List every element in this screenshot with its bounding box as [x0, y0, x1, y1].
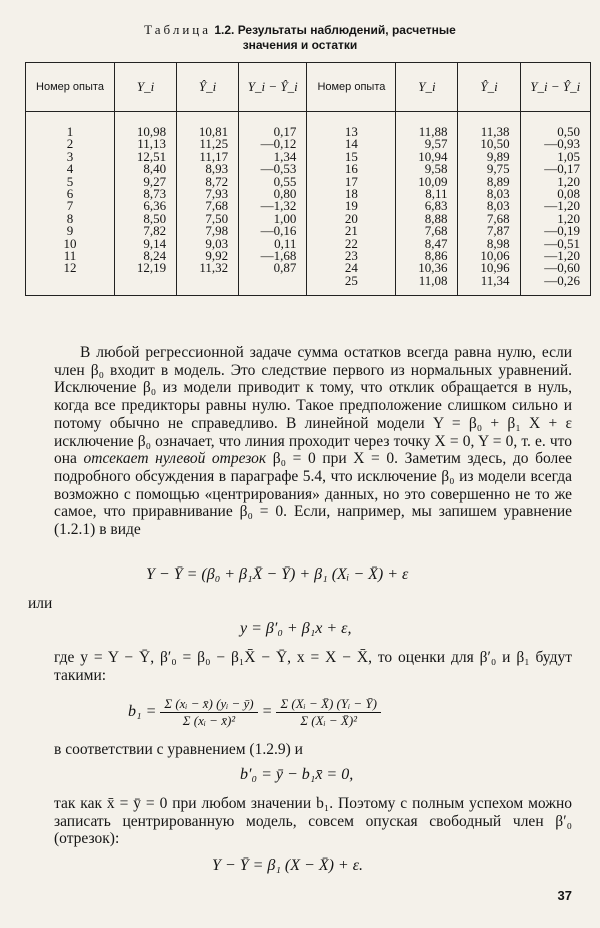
table-cell: 8: [66, 210, 74, 226]
table-cell: 8,40: [143, 161, 167, 177]
header-left-yhat: Ŷ_i: [177, 63, 239, 112]
table-cell: 0,08: [557, 185, 580, 201]
table-cell: 0,11: [274, 235, 297, 251]
table-cell: 7,68: [486, 210, 510, 226]
table-cell: 3: [66, 148, 74, 164]
p1-end: β₀ = 0 при X = 0. Заметим здесь, до более подробного обсуждения в параграфе 5.4, что исключение β₀ из модели всегда возможно с помощью «центрирования» данных, но это совершенно не то же самое, что приравнивание β₀ = 0. Если, например, мы запишем уравнение (1.2.1) в виде: [54, 450, 573, 539]
table-cell: 8,93: [205, 161, 229, 177]
table-cell: 6,36: [143, 198, 167, 214]
table-cell: —0,51: [544, 235, 580, 251]
table-cell: 11,38: [480, 124, 510, 139]
col-left-y: [114, 112, 176, 296]
table-cell: 7,98: [205, 223, 229, 239]
table-cell: 24: [344, 260, 358, 276]
table-cell: 19: [344, 198, 358, 214]
eq3-equals: =: [261, 703, 273, 721]
header-right-y: Y_i: [396, 63, 458, 112]
table-cell: 17: [344, 173, 358, 189]
table-cell: —1,32: [260, 198, 297, 214]
paragraph-1: [54, 344, 572, 539]
table-cell: 7: [66, 198, 74, 214]
p2-text: где y = Y − Ȳ, β′₀ = β₀ − β₁X̄ − Ȳ, x = X − X̄, то оценки для β′₀ и β₁ будут такими:: [54, 649, 572, 684]
equation-3: [128, 696, 381, 729]
table-cell: 11,88: [418, 124, 448, 139]
table-cell: 8,24: [143, 247, 167, 263]
table-cell: 10,94: [418, 148, 448, 164]
table-cell: 0,87: [273, 260, 297, 276]
table-cell: 21: [344, 223, 358, 239]
table-cell: 11: [63, 247, 77, 263]
table-cell: 9,58: [424, 161, 448, 177]
table-cell: 18: [344, 185, 358, 201]
table-cell: 13: [344, 124, 358, 139]
table-cell: 1,00: [273, 210, 297, 226]
paragraph-3: в соответствии с уравнением (1.2.9) и: [54, 741, 303, 758]
fraction-2-denominator: Σ (Xᵢ − X̄)²: [300, 713, 358, 728]
equation-1: Y − Ȳ = (β₀ + β₁X̄ − Ȳ) + β₁ (Xᵢ − X̄) + ε: [146, 566, 409, 583]
table-cell: —0,26: [544, 272, 580, 288]
table-cell: —0,16: [260, 223, 297, 239]
table-cell: 11,13: [137, 136, 167, 152]
table-cell: 15: [344, 148, 358, 164]
col-left-n: [26, 112, 115, 296]
table-cell: 10,98: [136, 124, 167, 139]
table-cell: 10,09: [418, 173, 448, 189]
table-cell: —0,12: [260, 136, 297, 152]
table-cell: —1,20: [544, 247, 580, 263]
table-cell: 1,05: [557, 148, 580, 164]
table-cell: —0,19: [544, 223, 580, 239]
table-cell: 11,17: [199, 148, 229, 164]
header-left-resid: Y_i − Ŷ_i: [239, 63, 307, 112]
table-cell: 8,11: [425, 185, 448, 201]
table-cell: 1,34: [273, 148, 297, 164]
equation-2: y = β′₀ + β₁x + ε,: [240, 620, 352, 637]
table-cell: 0,17: [273, 124, 297, 139]
table-cell: 8,03: [486, 185, 510, 201]
header-right-yhat: Ŷ_i: [458, 63, 520, 112]
table-cell: 12: [63, 260, 77, 276]
table-cell: 8,98: [486, 235, 510, 251]
table-cell: —0,93: [544, 136, 580, 152]
table-cell: 10,06: [480, 247, 510, 263]
table-cell: 0,50: [557, 124, 580, 139]
caption-label: Таблица: [144, 22, 212, 37]
table-cell: 14: [344, 136, 358, 152]
results-table: [25, 62, 591, 296]
fraction-2-numerator: Σ (Xᵢ − X̄) (Yᵢ − Ȳ): [276, 696, 381, 713]
table-cell: 8,50: [143, 210, 167, 226]
fraction-1: [160, 696, 257, 729]
table-cell: 10,36: [418, 260, 448, 276]
caption-line-1: [0, 22, 600, 38]
fraction-2: [276, 696, 381, 729]
table-cell: 8,73: [143, 185, 167, 201]
table-cell: —0,60: [544, 260, 580, 276]
table-caption: [0, 22, 600, 53]
table-cell: 9,14: [143, 235, 167, 251]
caption-title-1: Результаты наблюдений, расчетные: [237, 23, 456, 37]
table-cell: 7,68: [424, 223, 448, 239]
table-cell: 9,92: [205, 247, 229, 263]
header-left-y: Y_i: [114, 63, 176, 112]
fraction-1-denominator: Σ (xᵢ − x̄)²: [182, 713, 236, 728]
table-cell: 8,72: [205, 173, 229, 189]
table-cell: 6: [66, 185, 74, 201]
table-cell: 8,86: [424, 247, 448, 263]
table-cell: —0,53: [260, 161, 297, 177]
table-cell: 4: [66, 161, 74, 177]
table-cell: 10,81: [198, 124, 229, 139]
table-cell: 9: [66, 223, 74, 239]
equation-4: b′₀ = ȳ − b₁x̄ = 0,: [240, 766, 354, 783]
table-cell: 7,93: [205, 185, 229, 201]
table-cell: 22: [344, 235, 358, 251]
table-cell: 11,25: [199, 136, 229, 152]
table-cell: 20: [344, 210, 358, 226]
p4-text: так как x̄ = ȳ = 0 при любом значении b₁. Поэтому с полным успехом можно записать центрированную модель, совсем опуская свободный член β′₀ (отрезок):: [54, 795, 572, 848]
table-cell: 2: [66, 136, 74, 152]
col-right-resid: [520, 112, 590, 296]
table-cell: 7,82: [143, 223, 167, 239]
table-cell: 1,20: [557, 210, 580, 226]
equation-5: Y − Ȳ = β₁ (X − X̄) + ε.: [212, 857, 364, 874]
table-cell: 8,47: [424, 235, 448, 251]
table-cell: 1,20: [557, 173, 580, 189]
table-cell: 8,03: [486, 198, 510, 214]
table-cell: 8,88: [424, 210, 448, 226]
col-right-yhat: [458, 112, 520, 296]
table-cell: 0,80: [273, 185, 297, 201]
table-cell: 10: [63, 235, 77, 251]
table-body-row: [26, 112, 591, 296]
table-cell: 7,50: [205, 210, 229, 226]
table-cell: 11,34: [480, 272, 510, 288]
eq3-lhs: b₁ =: [128, 703, 157, 721]
table-cell: —1,68: [260, 247, 297, 263]
table-cell: 9,75: [486, 161, 510, 177]
or-word: или: [28, 595, 53, 612]
table-cell: 1: [66, 124, 74, 139]
table-cell: 11,32: [199, 260, 229, 276]
table-cell: 9,57: [424, 136, 448, 152]
table-cell: 7,87: [486, 223, 510, 239]
table-cell: 9,27: [143, 173, 167, 189]
table-cell: 7,68: [205, 198, 229, 214]
table-cell: 6,83: [424, 198, 448, 214]
table-cell: 0,55: [273, 173, 297, 189]
table-cell: 9,03: [205, 235, 229, 251]
table-cell: 9,89: [486, 148, 510, 164]
table-cell: 12,19: [136, 260, 167, 276]
table-cell: 5: [66, 173, 74, 189]
table-cell: 25: [344, 272, 358, 288]
col-left-yhat: [177, 112, 239, 296]
col-right-n: [307, 112, 396, 296]
table-cell: 8,89: [486, 173, 510, 189]
page-number: 37: [557, 888, 572, 903]
p1-italic: отсекает нулевой отрезок: [83, 450, 267, 468]
table-cell: —0,17: [544, 161, 580, 177]
paragraph-2: [54, 649, 572, 684]
col-right-y: [396, 112, 458, 296]
table-cell: 11,08: [418, 272, 448, 288]
header-right-n: Номер опыта: [307, 63, 396, 112]
table-cell: 23: [344, 247, 358, 263]
table-cell: 10,96: [480, 260, 510, 276]
table-cell: 10,50: [480, 136, 510, 152]
table-cell: —1,20: [544, 198, 580, 214]
p1-text: В любой регрессионной задаче сумма остатков всегда равна нулю, если член β₀ входит в модель. Это следствие первого из нормальных уравнений. Исключение β₀ из модели приводит к тому, что отклик обращается в нуль, когда все предикторы равны нулю. Такое предположение слишком сильно и потому обычно не справедливо. В линейной модели Y = β₀ + β₁ X + ε исключение β₀ означает, что линия проходит через точку X = 0, Y = 0, т. е. что она: [54, 344, 572, 468]
table-cell: 16: [344, 161, 358, 177]
caption-number: 1.2.: [214, 23, 235, 37]
fraction-1-numerator: Σ (xᵢ − x̄) (yᵢ − ȳ): [160, 696, 257, 713]
col-left-resid: [239, 112, 307, 296]
header-right-resid: Y_i − Ŷ_i: [520, 63, 590, 112]
paragraph-4: [54, 795, 572, 848]
caption-title-2: значения и остатки: [242, 38, 358, 52]
table-cell: 12,51: [136, 148, 167, 164]
table-header-row: [26, 63, 591, 112]
header-left-n: Номер опыта: [26, 63, 115, 112]
